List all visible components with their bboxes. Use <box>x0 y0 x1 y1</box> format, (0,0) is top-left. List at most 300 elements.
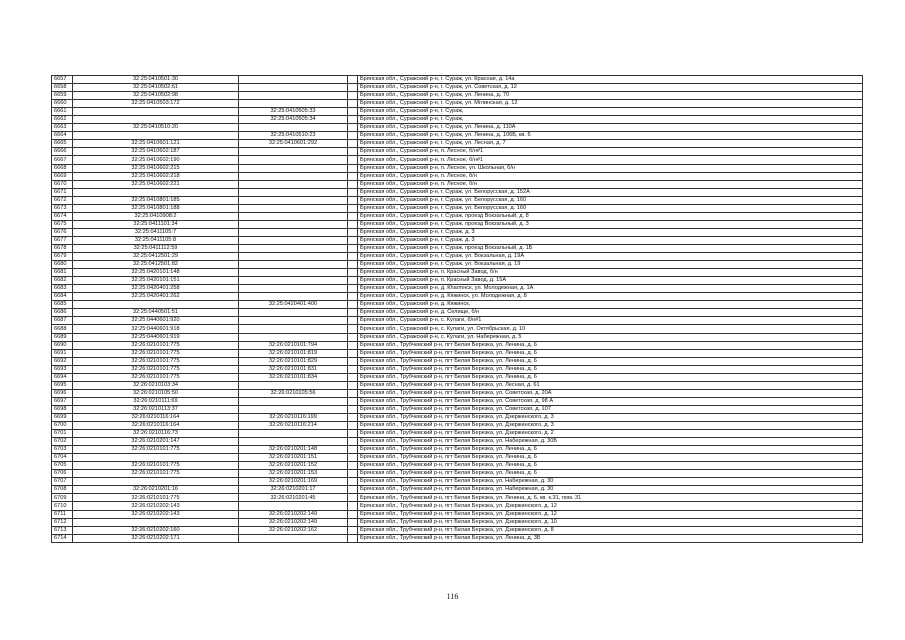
empty-cell <box>348 100 358 108</box>
table-row <box>52 341 863 349</box>
cadastral-number-cell: 32:26:0210101:775 <box>73 365 239 373</box>
row-number-cell: 6707 <box>52 478 73 486</box>
cadastral-number-cell: 32:25:0411105:8 <box>73 236 239 244</box>
row-number-cell: 6703 <box>52 446 73 454</box>
row-number-cell: 6682 <box>52 277 73 285</box>
empty-cell <box>348 446 358 454</box>
cadastral-number-secondary-cell <box>239 261 348 269</box>
table-row <box>52 462 863 470</box>
cadastral-number-secondary-cell <box>239 156 348 164</box>
empty-cell <box>348 156 358 164</box>
table-row <box>52 124 863 132</box>
empty-cell <box>348 470 358 478</box>
address-cell: Брянская обл., Суражский р-н, г. Сураж, ул. Мглинская, д. 12 <box>358 100 863 108</box>
table-row <box>52 309 863 317</box>
row-number-cell: 6661 <box>52 108 73 116</box>
table-row <box>52 422 863 430</box>
table-row <box>52 365 863 373</box>
table-row <box>52 277 863 285</box>
table-row <box>52 204 863 212</box>
empty-cell <box>348 124 358 132</box>
cadastral-number-secondary-cell <box>239 253 348 261</box>
empty-cell <box>348 317 358 325</box>
table-row <box>52 148 863 156</box>
row-number-cell: 6687 <box>52 317 73 325</box>
row-number-cell: 6658 <box>52 84 73 92</box>
empty-cell <box>348 325 358 333</box>
address-cell: Брянская обл., Суражский р-н, с. Кулаги, ул. Набережная, д. 5 <box>358 333 863 341</box>
cadastral-number-cell: 32:25:0420101:148 <box>73 269 239 277</box>
cadastral-number-cell: 32:25:0410908:2 <box>73 212 239 220</box>
empty-cell <box>348 285 358 293</box>
empty-cell <box>348 236 358 244</box>
cadastral-number-secondary-cell <box>239 309 348 317</box>
cadastral-number-secondary-cell <box>239 236 348 244</box>
empty-cell <box>348 381 358 389</box>
empty-cell <box>348 309 358 317</box>
row-number-cell: 6667 <box>52 156 73 164</box>
cadastral-number-cell: 32:26:0210101:775 <box>73 373 239 381</box>
address-cell: Брянская обл., Трубчевский р-н, пгт Белая Березка, ул. Лесная, д. 61 <box>358 381 863 389</box>
empty-cell <box>348 301 358 309</box>
address-cell: Брянская обл., Суражский р-н, г. Сураж, <box>358 116 863 124</box>
table-row <box>52 236 863 244</box>
cadastral-number-secondary-cell <box>239 84 348 92</box>
cadastral-number-secondary-cell <box>239 164 348 172</box>
cadastral-number-cell: 32:25:0410602:218 <box>73 172 239 180</box>
row-number-cell: 6684 <box>52 293 73 301</box>
cadastral-number-cell: 32:26:0210101:775 <box>73 357 239 365</box>
cadastral-number-secondary-cell <box>239 397 348 405</box>
cadastral-number-cell: 32:26:0210101:775 <box>73 470 239 478</box>
table-row <box>52 446 863 454</box>
cadastral-number-secondary-cell: 32:26:0210202:149 <box>239 510 348 518</box>
row-number-cell: 6657 <box>52 76 73 84</box>
address-cell: Брянская обл., Трубчевский р-н, пгт Белая Березка, ул. Дзержинского, д. 2 <box>358 430 863 438</box>
empty-cell <box>348 261 358 269</box>
table-row <box>52 220 863 228</box>
table-row <box>52 486 863 494</box>
row-number-cell: 6659 <box>52 92 73 100</box>
table-row <box>52 108 863 116</box>
table-row <box>52 502 863 510</box>
empty-cell <box>348 108 358 116</box>
cadastral-number-cell: 32:25:0410602:187 <box>73 148 239 156</box>
empty-cell <box>348 180 358 188</box>
cadastral-number-secondary-cell: 32:26:0210105:56 <box>239 389 348 397</box>
address-cell: Брянская обл., Трубчевский р-н, пгт Белая Березка, ул. Дзержинского, д. 12 <box>358 502 863 510</box>
address-cell: Брянская обл., Трубчевский р-н, пгт Белая Березка, ул. Ленина, д. 6 <box>358 349 863 357</box>
row-number-cell: 6696 <box>52 389 73 397</box>
cadastral-number-secondary-cell <box>239 188 348 196</box>
empty-cell <box>348 405 358 413</box>
cadastral-number-cell: 32:26:0210201:147 <box>73 438 239 446</box>
empty-cell <box>348 518 358 526</box>
row-number-cell: 6669 <box>52 172 73 180</box>
table-row <box>52 470 863 478</box>
row-number-cell: 6676 <box>52 228 73 236</box>
empty-cell <box>348 140 358 148</box>
table-row <box>52 526 863 534</box>
empty-cell <box>348 228 358 236</box>
cadastral-number-secondary-cell <box>239 269 348 277</box>
empty-cell <box>348 76 358 84</box>
row-number-cell: 6709 <box>52 494 73 502</box>
address-cell: Брянская обл., Суражский р-н, г. Сураж, ул. Лесная, д. 7 <box>358 140 863 148</box>
empty-cell <box>348 92 358 100</box>
cadastral-number-secondary-cell: 32:25:0410601:292 <box>239 140 348 148</box>
row-number-cell: 6685 <box>52 301 73 309</box>
cadastral-number-secondary-cell <box>239 204 348 212</box>
address-cell: Брянская обл., Суражский р-н, г. Сураж, ул. Ленина, д. 70 <box>358 92 863 100</box>
cadastral-number-secondary-cell <box>239 277 348 285</box>
address-cell: Брянская обл., Суражский р-н, г. Сураж, ул. Вокзальная, д. 19А <box>358 253 863 261</box>
cadastral-number-secondary-cell: 32:26:0210201:45 <box>239 494 348 502</box>
row-number-cell: 6660 <box>52 100 73 108</box>
row-number-cell: 6708 <box>52 486 73 494</box>
cadastral-number-secondary-cell: 32:25:0410510:23 <box>239 132 348 140</box>
cadastral-number-cell: 32:25:0412501:29 <box>73 253 239 261</box>
row-number-cell: 6713 <box>52 526 73 534</box>
empty-cell <box>348 397 358 405</box>
row-number-cell: 6711 <box>52 510 73 518</box>
empty-cell <box>348 220 358 228</box>
cadastral-number-secondary-cell: 32:26:0210101:819 <box>239 349 348 357</box>
row-number-cell: 6692 <box>52 357 73 365</box>
cadastral-number-secondary-cell <box>239 293 348 301</box>
cadastral-number-cell: 32:26:0210202:143 <box>73 510 239 518</box>
row-number-cell: 6701 <box>52 430 73 438</box>
table-row <box>52 357 863 365</box>
empty-cell <box>348 253 358 261</box>
cadastral-number-cell <box>73 116 239 124</box>
row-number-cell: 6698 <box>52 405 73 413</box>
cadastral-number-cell: 32:25:0440601:920 <box>73 317 239 325</box>
row-number-cell: 6665 <box>52 140 73 148</box>
cadastral-number-cell: 32:25:0440601:918 <box>73 325 239 333</box>
empty-cell <box>348 389 358 397</box>
table-row <box>52 92 863 100</box>
address-cell: Брянская обл., Суражский р-н, д. Кharmнск, ул. Молодежная, д. 1А <box>358 285 863 293</box>
row-number-cell: 6686 <box>52 309 73 317</box>
cadastral-number-cell: 32:25:0410602:190 <box>73 156 239 164</box>
address-cell: Брянская обл., Суражский р-н, г. Сураж, ул. Красная, д. 14а <box>358 76 863 84</box>
row-number-cell: 6699 <box>52 413 73 421</box>
cadastral-number-cell: 32:26:0210111:69 <box>73 397 239 405</box>
cadastral-number-cell: 32:26:0210101:775 <box>73 349 239 357</box>
cadastral-number-cell: 32:25:0410502:98 <box>73 92 239 100</box>
cadastral-number-cell: 32:26:0210116:164 <box>73 422 239 430</box>
table-row <box>52 172 863 180</box>
cadastral-number-secondary-cell <box>239 220 348 228</box>
table-row <box>52 405 863 413</box>
address-cell: Брянская обл., Суражский р-н, г. Сураж, <box>358 108 863 116</box>
cadastral-number-secondary-cell <box>239 381 348 389</box>
cadastral-number-secondary-cell: 32:26:0210101:834 <box>239 373 348 381</box>
cadastral-number-secondary-cell <box>239 333 348 341</box>
cadastral-number-cell: 32:25:0410501:30 <box>73 76 239 84</box>
empty-cell <box>348 333 358 341</box>
address-cell: Брянская обл., Суражский р-н, г. Сураж, проезд Вокзальный, д. 1Б <box>358 244 863 252</box>
table-row <box>52 301 863 309</box>
address-cell: Брянская обл., Суражский р-н, д. Кяжинск, <box>358 301 863 309</box>
table-row <box>52 494 863 502</box>
table-row <box>52 397 863 405</box>
table-row <box>52 100 863 108</box>
cadastral-number-cell: 32:26:0210113:37 <box>73 405 239 413</box>
row-number-cell: 6673 <box>52 204 73 212</box>
address-cell: Брянская обл., Суражский р-н, п. Лесное, б/н#1 <box>358 156 863 164</box>
cadastral-number-cell: 32:26:0210101:775 <box>73 494 239 502</box>
address-cell: Брянская обл., Трубчевский р-н, пгт Белая Березка, ул. Набережная, д. 30 <box>358 486 863 494</box>
empty-cell <box>348 212 358 220</box>
address-cell: Брянская обл., Суражский р-н, г. Сураж, д. 3 <box>358 228 863 236</box>
cadastral-number-secondary-cell: 32:26:0210201:152 <box>239 462 348 470</box>
row-number-cell: 6683 <box>52 285 73 293</box>
cadastral-number-cell: 32:26:0210116:164 <box>73 413 239 421</box>
cadastral-number-secondary-cell <box>239 180 348 188</box>
row-number-cell: 6663 <box>52 124 73 132</box>
table-row <box>52 325 863 333</box>
row-number-cell: 6693 <box>52 365 73 373</box>
address-cell: Брянская обл., Суражский р-н, с. Кулаги, ул. Октябрьская, д. 10 <box>358 325 863 333</box>
address-cell: Брянская обл., Трубчевский р-н, пгт Белая Березка, ул. Набережная, д. 30Б <box>358 438 863 446</box>
table-row <box>52 228 863 236</box>
row-number-cell: 6694 <box>52 373 73 381</box>
address-cell: Брянская обл., Трубчевский р-н, пгт Белая Березка, ул. Советская, д. 107 <box>358 405 863 413</box>
empty-cell <box>348 454 358 462</box>
empty-cell <box>348 341 358 349</box>
cadastral-number-secondary-cell <box>239 228 348 236</box>
cadastral-number-cell: 32:25:0410801:188 <box>73 204 239 212</box>
cadastral-number-secondary-cell <box>239 212 348 220</box>
cadastral-number-secondary-cell <box>239 100 348 108</box>
row-number-cell: 6702 <box>52 438 73 446</box>
cadastral-number-secondary-cell: 32:25:0410505:33 <box>239 108 348 116</box>
empty-cell <box>348 188 358 196</box>
cadastral-number-secondary-cell <box>239 534 348 542</box>
address-cell: Брянская обл., Трубчевский р-н, пгт Белая Березка, ул. Набережная, д. 30 <box>358 478 863 486</box>
table-row <box>52 269 863 277</box>
cadastral-number-secondary-cell: 32:25:0410505:34 <box>239 116 348 124</box>
empty-cell <box>348 365 358 373</box>
address-cell: Брянская обл., Суражский р-н, г. Сураж, проезд Вокзальный, д. 8 <box>358 212 863 220</box>
cadastral-number-cell: 32:26:0210101:775 <box>73 446 239 454</box>
cadastral-number-cell: 32:25:0410502:61 <box>73 84 239 92</box>
cadastral-number-secondary-cell <box>239 325 348 333</box>
cadastral-number-secondary-cell: 32:26:0210116:214 <box>239 422 348 430</box>
address-cell: Брянская обл., Суражский р-н, г. Сураж, д. 3 <box>358 236 863 244</box>
row-number-cell: 6675 <box>52 220 73 228</box>
table-row <box>52 518 863 526</box>
cadastral-number-cell: 32:25:0411112:59 <box>73 244 239 252</box>
table-row <box>52 349 863 357</box>
row-number-cell: 6706 <box>52 470 73 478</box>
cadastral-number-secondary-cell: 32:26:0210202:162 <box>239 526 348 534</box>
row-number-cell: 6700 <box>52 422 73 430</box>
cadastral-number-cell: 32:25:0440501:51 <box>73 309 239 317</box>
table-row <box>52 132 863 140</box>
address-cell: Брянская обл., Трубчевский р-н, пгт Белая Березка, ул. Дзержинского, д. 3 <box>358 413 863 421</box>
cadastral-number-cell: 32:25:0410503:172 <box>73 100 239 108</box>
empty-cell <box>348 357 358 365</box>
table-row <box>52 253 863 261</box>
cadastral-number-cell: 32:25:0412501:82 <box>73 261 239 269</box>
address-cell: Брянская обл., Трубчевский р-н, пгт Белая Березка, ул. Дзержинского, д. 12 <box>358 510 863 518</box>
empty-cell <box>348 510 358 518</box>
address-cell: Брянская обл., Трубчевский р-н, пгт Белая Березка, ул. Дзержинского, д. 8 <box>358 526 863 534</box>
cadastral-number-secondary-cell <box>239 317 348 325</box>
cadastral-number-secondary-cell <box>239 502 348 510</box>
empty-cell <box>348 116 358 124</box>
empty-cell <box>348 84 358 92</box>
row-number-cell: 6664 <box>52 132 73 140</box>
cadastral-number-cell: 32:25:0411101:34 <box>73 220 239 228</box>
cadastral-number-cell: 32:26:0210103:34 <box>73 381 239 389</box>
row-number-cell: 6712 <box>52 518 73 526</box>
cadastral-number-secondary-cell <box>239 124 348 132</box>
cadastral-number-secondary-cell <box>239 172 348 180</box>
cadastral-number-cell: 32:25:0420401:262 <box>73 293 239 301</box>
address-cell: Брянская обл., Суражский р-н, п. Лесное, ул. Школьная, б/н <box>358 164 863 172</box>
address-cell: Брянская обл., Трубчевский р-н, пгт Белая Березка, ул. Ленина, д. 6 <box>358 454 863 462</box>
address-cell: Брянская обл., Трубчевский р-н, пгт Белая Березка, ул. Ленина, д. 6 <box>358 373 863 381</box>
address-cell: Брянская обл., Суражский р-н, г. Сураж, ул. Вокзальная, д. 19 <box>358 261 863 269</box>
table-row <box>52 188 863 196</box>
cadastral-number-cell <box>73 454 239 462</box>
cadastral-number-cell: 32:26:0210105:50 <box>73 389 239 397</box>
empty-cell <box>348 269 358 277</box>
address-cell: Брянская обл., Трубчевский р-н, пгт Белая Березка, ул. Советская, д. 98 А <box>358 397 863 405</box>
cadastral-number-cell <box>73 108 239 116</box>
address-cell: Брянская обл., Трубчевский р-н, пгт Белая Березка, ул. Советская, д. 20А <box>358 389 863 397</box>
empty-cell <box>348 349 358 357</box>
address-cell: Брянская обл., Суражский р-н, г. Сураж, ул. Ленина, д. 110А <box>358 124 863 132</box>
table-row <box>52 478 863 486</box>
row-number-cell: 6666 <box>52 148 73 156</box>
page-number: 116 <box>446 592 459 601</box>
cadastral-number-secondary-cell <box>239 92 348 100</box>
table-row <box>52 285 863 293</box>
table-row <box>52 212 863 220</box>
cadastral-number-secondary-cell: 32:26:0210201:148 <box>239 446 348 454</box>
empty-cell <box>348 478 358 486</box>
cadastral-number-secondary-cell: 32:25:0420401:400 <box>239 301 348 309</box>
row-number-cell: 6695 <box>52 381 73 389</box>
row-number-cell: 6688 <box>52 325 73 333</box>
address-cell: Брянская обл., Суражский р-н, п. Красный Завод, б/н <box>358 269 863 277</box>
cadastral-number-secondary-cell <box>239 438 348 446</box>
table-row <box>52 261 863 269</box>
row-number-cell: 6697 <box>52 397 73 405</box>
empty-cell <box>348 462 358 470</box>
cadastral-number-cell: 32:26:0210101:775 <box>73 462 239 470</box>
row-number-cell: 6679 <box>52 253 73 261</box>
row-number-cell: 6677 <box>52 236 73 244</box>
empty-cell <box>348 164 358 172</box>
table-row <box>52 454 863 462</box>
empty-cell <box>348 422 358 430</box>
cadastral-number-cell: 32:26:0210202:171 <box>73 534 239 542</box>
table-row <box>52 510 863 518</box>
table-row <box>52 84 863 92</box>
cadastral-number-secondary-cell: 32:26:0210101:794 <box>239 341 348 349</box>
cadastral-number-cell <box>73 518 239 526</box>
cadastral-number-cell <box>73 132 239 140</box>
cadastral-number-cell: 32:25:0410602:215 <box>73 164 239 172</box>
row-number-cell: 6714 <box>52 534 73 542</box>
cadastral-number-cell <box>73 188 239 196</box>
address-cell: Брянская обл., Трубчевский р-н, пгт Белая Березка, ул. Ленина, д. 6 <box>358 446 863 454</box>
address-cell: Брянская обл., Суражский р-н, д. Селище, б/н <box>358 309 863 317</box>
row-number-cell: 6662 <box>52 116 73 124</box>
registry-table <box>51 75 863 543</box>
address-cell: Брянская обл., Суражский р-н, г. Сураж, ул. Ленина, д. 106Б, кв. 6 <box>358 132 863 140</box>
cadastral-number-cell: 32:26:0210202:160 <box>73 526 239 534</box>
cadastral-number-secondary-cell: 32:26:0210201:153 <box>239 470 348 478</box>
cadastral-number-cell: 32:25:0410601:121 <box>73 140 239 148</box>
table-row <box>52 293 863 301</box>
cadastral-number-secondary-cell: 32:26:0210101:829 <box>239 357 348 365</box>
table-row <box>52 381 863 389</box>
empty-cell <box>348 244 358 252</box>
row-number-cell: 6710 <box>52 502 73 510</box>
cadastral-number-cell: 32:26:0210116:73 <box>73 430 239 438</box>
address-cell: Брянская обл., Суражский р-н, п. Красный Завод, д. 15А <box>358 277 863 285</box>
cadastral-number-secondary-cell: 32:26:0210201:169 <box>239 478 348 486</box>
row-number-cell: 6674 <box>52 212 73 220</box>
empty-cell <box>348 204 358 212</box>
row-number-cell: 6670 <box>52 180 73 188</box>
address-cell: Брянская обл., Суражский р-н, д. Кяжинск, ул. Молодежная, д. 8 <box>358 293 863 301</box>
empty-cell <box>348 534 358 542</box>
address-cell: Брянская обл., Трубчевский р-н, пгт Белая Березка, ул. Ленина, д. 6 <box>358 470 863 478</box>
address-cell: Брянская обл., Суражский р-н, п. Лесное, б/н <box>358 172 863 180</box>
address-cell: Брянская обл., Суражский р-н, г. Сураж, ул. Белорусская, д. 152А <box>358 188 863 196</box>
table-row <box>52 164 863 172</box>
address-cell: Брянская обл., Трубчевский р-н, пгт Белая Березка, ул. Ленина, д. 6 <box>358 357 863 365</box>
cadastral-number-cell: 32:26:0210202:143 <box>73 502 239 510</box>
empty-cell <box>348 430 358 438</box>
row-number-cell: 6678 <box>52 244 73 252</box>
registry-table-body <box>52 76 863 543</box>
row-number-cell: 6704 <box>52 454 73 462</box>
empty-cell <box>348 413 358 421</box>
address-cell: Брянская обл., Суражский р-н, с. Кулаги, б/н#1 <box>358 317 863 325</box>
address-cell: Брянская обл., Суражский р-н, г. Сураж, проезд Вокзальный, д. 3 <box>358 220 863 228</box>
row-number-cell: 6705 <box>52 462 73 470</box>
row-number-cell: 6680 <box>52 261 73 269</box>
cadastral-number-cell <box>73 301 239 309</box>
table-row <box>52 333 863 341</box>
cadastral-number-secondary-cell: 32:26:0210202:149 <box>239 518 348 526</box>
table-row <box>52 373 863 381</box>
cadastral-number-cell: 32:25:0410602:221 <box>73 180 239 188</box>
empty-cell <box>348 373 358 381</box>
address-cell: Брянская обл., Трубчевский р-н, пгт Белая Березка, ул. Ленина, д. 3Б <box>358 534 863 542</box>
table-row <box>52 156 863 164</box>
cadastral-number-cell: 32:25:0411105:7 <box>73 228 239 236</box>
empty-cell <box>348 148 358 156</box>
cadastral-number-cell: 32:25:0410801:185 <box>73 196 239 204</box>
table-row <box>52 196 863 204</box>
table-row <box>52 413 863 421</box>
address-cell: Брянская обл., Трубчевский р-н, пгт Белая Березка, ул. Ленина, д. 6 <box>358 341 863 349</box>
cadastral-number-cell: 32:25:0420101:151 <box>73 277 239 285</box>
cadastral-number-secondary-cell: 32:26:0210201:17 <box>239 486 348 494</box>
table-row <box>52 244 863 252</box>
empty-cell <box>348 486 358 494</box>
